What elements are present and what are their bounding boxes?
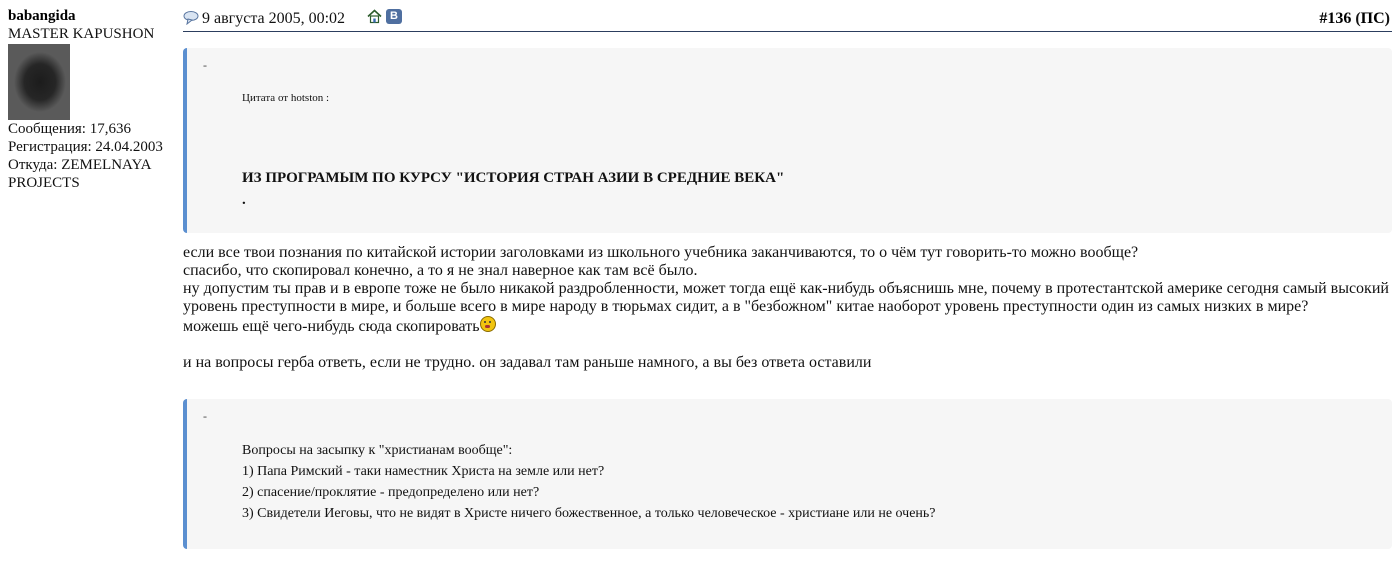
ps-link[interactable]: ПС	[1360, 10, 1385, 27]
home-icon[interactable]	[367, 9, 382, 29]
body-line: спасибо, что скопировал конечно, а то я не знал наверное как там всё было.	[183, 262, 698, 279]
body-line: и на вопросы герба ответь, если не трудно. он задавал там раньше намного, а вы без ответа оставили	[183, 354, 872, 371]
post	[183, 7, 1392, 521]
body-line: если все твои познания по китайской истории заголовками из школьного учебника заканчиваются, то о чём тут говорить-то можно вообще?	[183, 244, 1139, 261]
location-line1: Откуда: ZEMELNAYA	[8, 157, 152, 173]
quote-line: 3) Свидетели Иеговы, что не видят в Христе ничего божественное, а только человеческое - христиане или не очень?	[242, 506, 936, 521]
spacer	[183, 336, 1392, 354]
post-body	[183, 244, 1392, 372]
quote-title: ИЗ ПРОГРАМЫМ ПО КУРСУ "ИСТОРИЯ СТРАН АЗИИ В СРЕДНИЕ ВЕКА"	[242, 170, 785, 186]
quote-line: 2) спасение/проклятие - предопределено или нет?	[242, 485, 540, 500]
avatar[interactable]	[8, 44, 70, 120]
registration-date: Регистрация: 24.04.2003	[8, 139, 163, 155]
quote-block	[183, 48, 1392, 233]
user-sidebar	[8, 7, 178, 192]
quote-line: Вопросы на засыпку к "христианам вообще":	[242, 443, 513, 458]
post-date: 9 августа 2005, 00:02	[202, 10, 346, 27]
post-number-open: (	[1351, 10, 1361, 27]
vk-icon[interactable]: B	[386, 9, 402, 24]
quote-block-2	[183, 399, 1392, 549]
body-line: можешь ещё чего-нибудь сюда скопировать	[183, 318, 480, 335]
post-icon	[183, 11, 199, 30]
post-number-link[interactable]: #136	[1319, 10, 1352, 27]
user-title: MASTER KAPUSHON	[8, 26, 155, 42]
body-line-with-smiley	[183, 316, 1392, 336]
quote-dash: -	[203, 58, 207, 72]
quote-dash: -	[203, 409, 207, 423]
messages-count: Сообщения: 17,636	[8, 121, 131, 137]
location-line2: PROJECTS	[8, 175, 80, 191]
post-number	[1319, 10, 1390, 28]
shocked-smiley-icon	[480, 316, 496, 332]
post-number-close: )	[1384, 10, 1390, 27]
quote-author: Цитата от hotston :	[242, 92, 330, 104]
body-line: ну допустим ты прав и в европе тоже не было никакой раздробленности, может тогда ещё как-нибудь объяснишь мне, почему в протестантской америке сегодня самый высокий уровень преступности в мире, и больше всего в мире народу в тюрьмах сидит, а в "безбожном" китае наоборот уровень преступности один из самых низких в мире?	[183, 280, 1389, 315]
username-link[interactable]: babangida	[8, 8, 76, 24]
quote-line: 1) Папа Римский - таки наместник Христа на земле или нет?	[242, 464, 605, 479]
quote-dot: .	[242, 192, 246, 208]
post-header	[183, 7, 1392, 32]
